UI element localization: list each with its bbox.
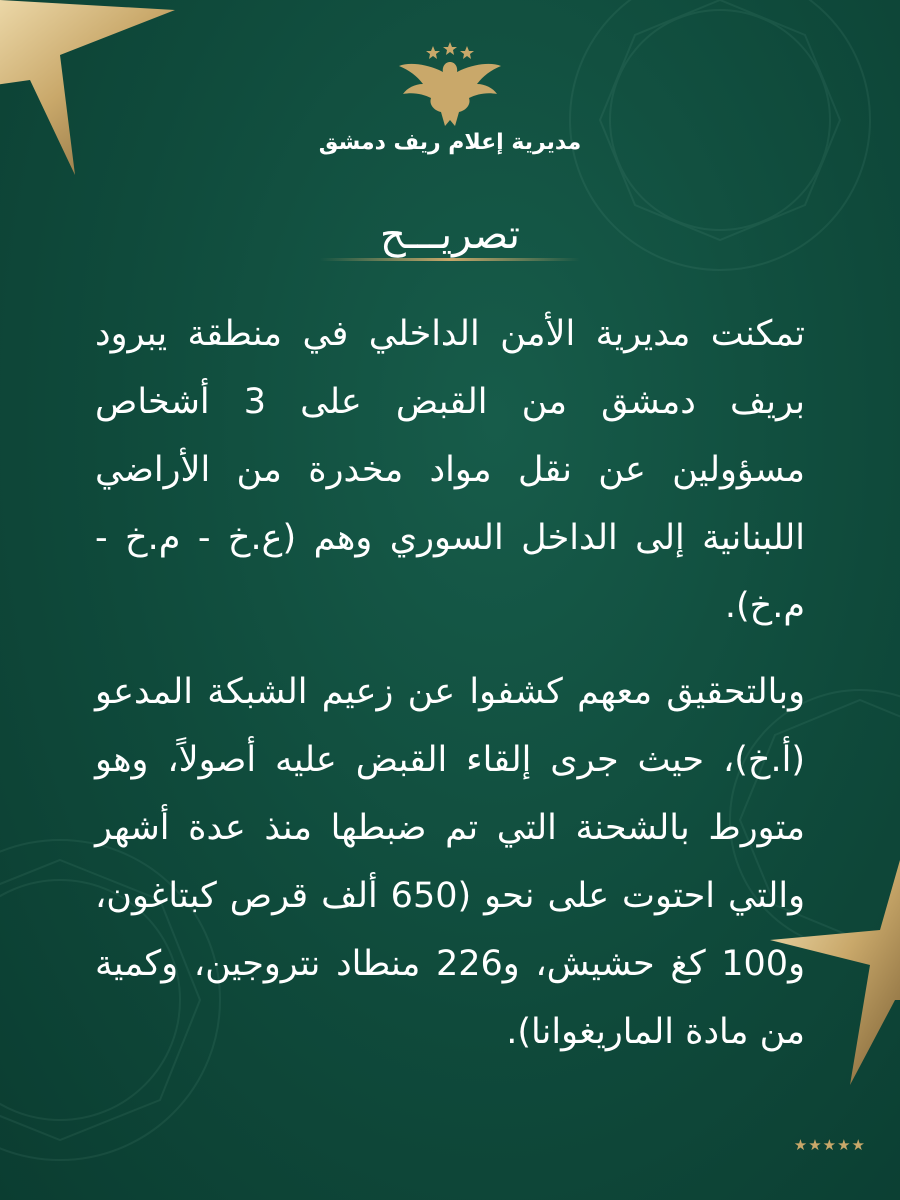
gold-star-decoration-icon (0, 0, 200, 200)
title-underline (320, 258, 580, 261)
statement-paragraph: تمكنت مديرية الأمن الداخلي في منطقة يبرود بريف دمشق من القبض على 3 أشخاص مسؤولين عن نقل مواد مخدرة من الأراضي اللبنانية إلى الداخل السوري وهم (ع.خ - م.خ - م.خ). (95, 314, 805, 626)
page-title: تصريـــح (380, 212, 520, 258)
stars-ornament: ★★★★★ (793, 1136, 866, 1154)
organization-name: مديرية إعلام ريف دمشق (318, 130, 582, 155)
statement-body (95, 300, 805, 1084)
eagle-logo-icon (395, 40, 505, 130)
statement-paragraph: وبالتحقيق معهم كشفوا عن زعيم الشبكة المدعو (أ.خ)، حيث جرى إلقاء القبض عليه أصولاً، وهو متورط بالشحنة التي تم ضبطها منذ عدة أشهر والتي احتوت على نحو (650 ألف قرص كبتاغون، و100 كغ حشيش، و226 منطاد نتروجين، وكمية من مادة الماريغوانا). (95, 672, 805, 1052)
